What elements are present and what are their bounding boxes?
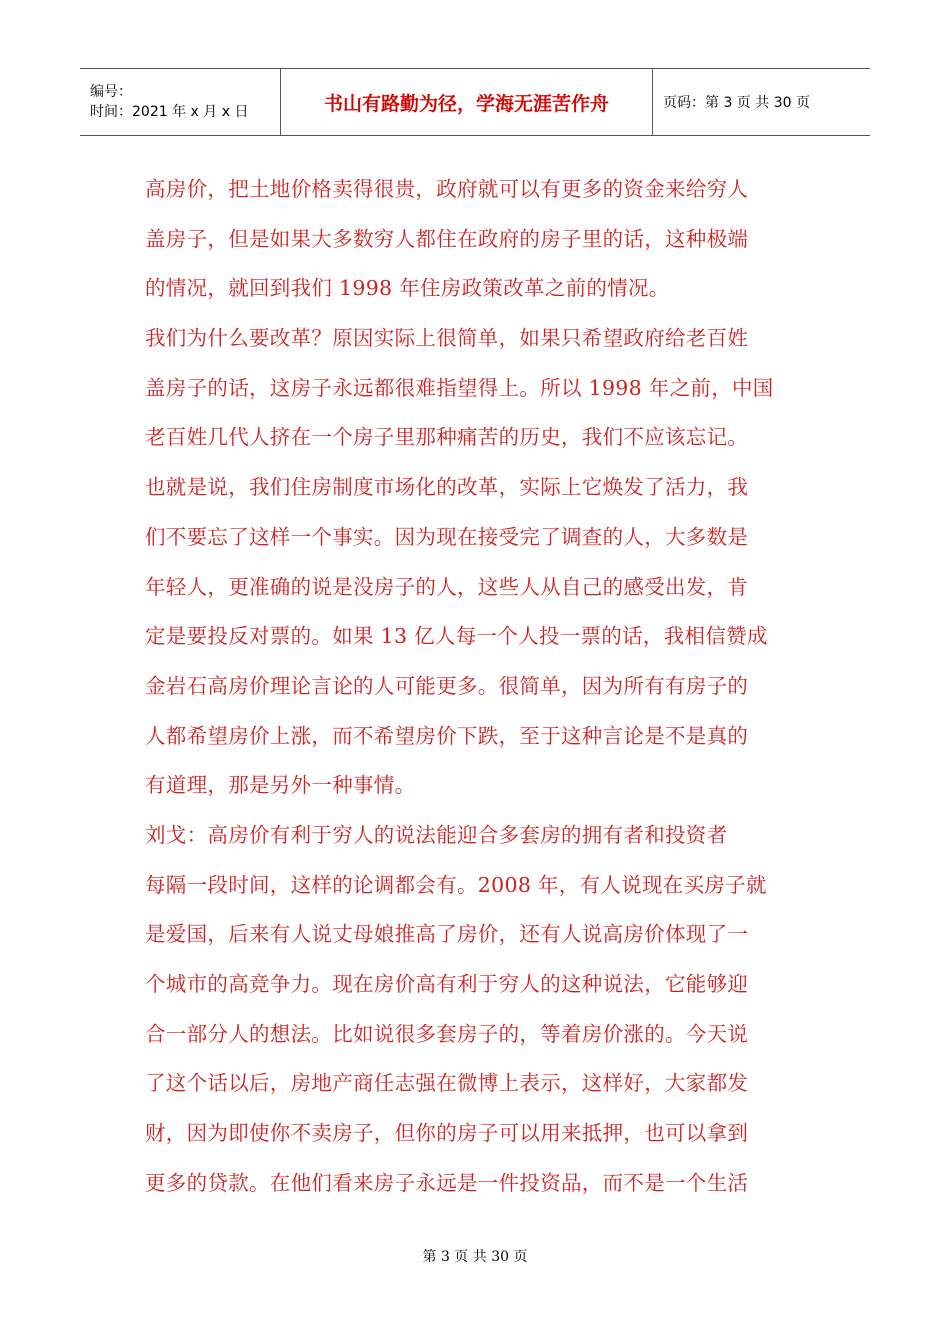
- header-page-info: [653, 69, 870, 135]
- text-line: 人都希望房价上涨，而不希望房价下跌，至于这种言论是不是真的: [145, 723, 749, 748]
- text-line: 个城市的高竞争力。现在房价高有利于穷人的这种说法，它能够迎: [145, 972, 749, 996]
- text-line: 定是要投反对票的。如果 13 亿人每一个人投一票的话，我相信赞成: [145, 624, 768, 649]
- text-line: 是爱国，后来有人说丈母娘推高了房价，还有人说高房价体现了一: [145, 922, 749, 947]
- text-line: 们不要忘了这样一个事实。因为现在接受完了调查的人，大多数是: [145, 524, 749, 549]
- text-line: 更多的贷款。在他们看来房子永远是一件投资品，而不是一个生活: [145, 1170, 749, 1195]
- text-line: 我们为什么要改革？原因实际上很简单，如果只希望政府给老百姓: [145, 326, 749, 351]
- body-text: [145, 165, 810, 1208]
- text-line: 合一部分人的想法。比如说很多套房子的，等着房价涨的。今天说: [145, 1021, 749, 1046]
- text-line: 有道理，那是另外一种事情。: [145, 773, 416, 798]
- document-header: [80, 68, 870, 136]
- text-line: 金岩石高房价理论言论的人可能更多。很简单，因为所有有房子的: [145, 673, 749, 698]
- text-line: 了这个话以后，房地产商任志强在微博上表示，这样好，大家都发: [145, 1071, 749, 1096]
- text-line: 也就是说，我们住房制度市场化的改革，实际上它焕发了活力，我: [145, 475, 749, 500]
- text-line: 老百姓几代人挤在一个房子里那种痛苦的历史，我们不应该忘记。: [145, 425, 749, 450]
- time-label: 时间：2021 年 x 月 x 日: [90, 104, 249, 120]
- page-info-text: 页码：第 3 页 共 30 页: [663, 95, 810, 111]
- text-line: 盖房子，但是如果大多数穷人都住在政府的房子里的话，这种极端: [145, 226, 749, 251]
- text-line: 高房价，把土地价格卖得很贵，政府就可以有更多的资金来给穷人: [145, 177, 749, 201]
- motto-text: 书山有路勤为径，学海无涯苦作舟: [323, 92, 609, 115]
- number-label: 编号：: [90, 84, 132, 100]
- text-line: 盖房子的话，这房子永远都很难指望得上。所以 1998 年之前，中国: [145, 375, 774, 400]
- text-line: 财，因为即使你不卖房子，但你的房子可以用来抵押，也可以拿到: [145, 1121, 749, 1146]
- text-line: 刘戈：高房价有利于穷人的说法能迎合多套房的拥有者和投资者: [145, 822, 728, 847]
- page-footer: 第 3 页 共 30 页: [422, 1249, 528, 1265]
- header-meta: [80, 69, 281, 135]
- text-line: 每隔一段时间，这样的论调都会有。2008 年，有人说现在买房子就: [145, 872, 767, 897]
- text-line: 年轻人，更准确的说是没房子的人，这些人从自己的感受出发，肯: [145, 574, 749, 599]
- text-line: 的情况，就回到我们 1998 年住房政策改革之前的情况。: [145, 276, 670, 301]
- header-motto: [281, 69, 653, 135]
